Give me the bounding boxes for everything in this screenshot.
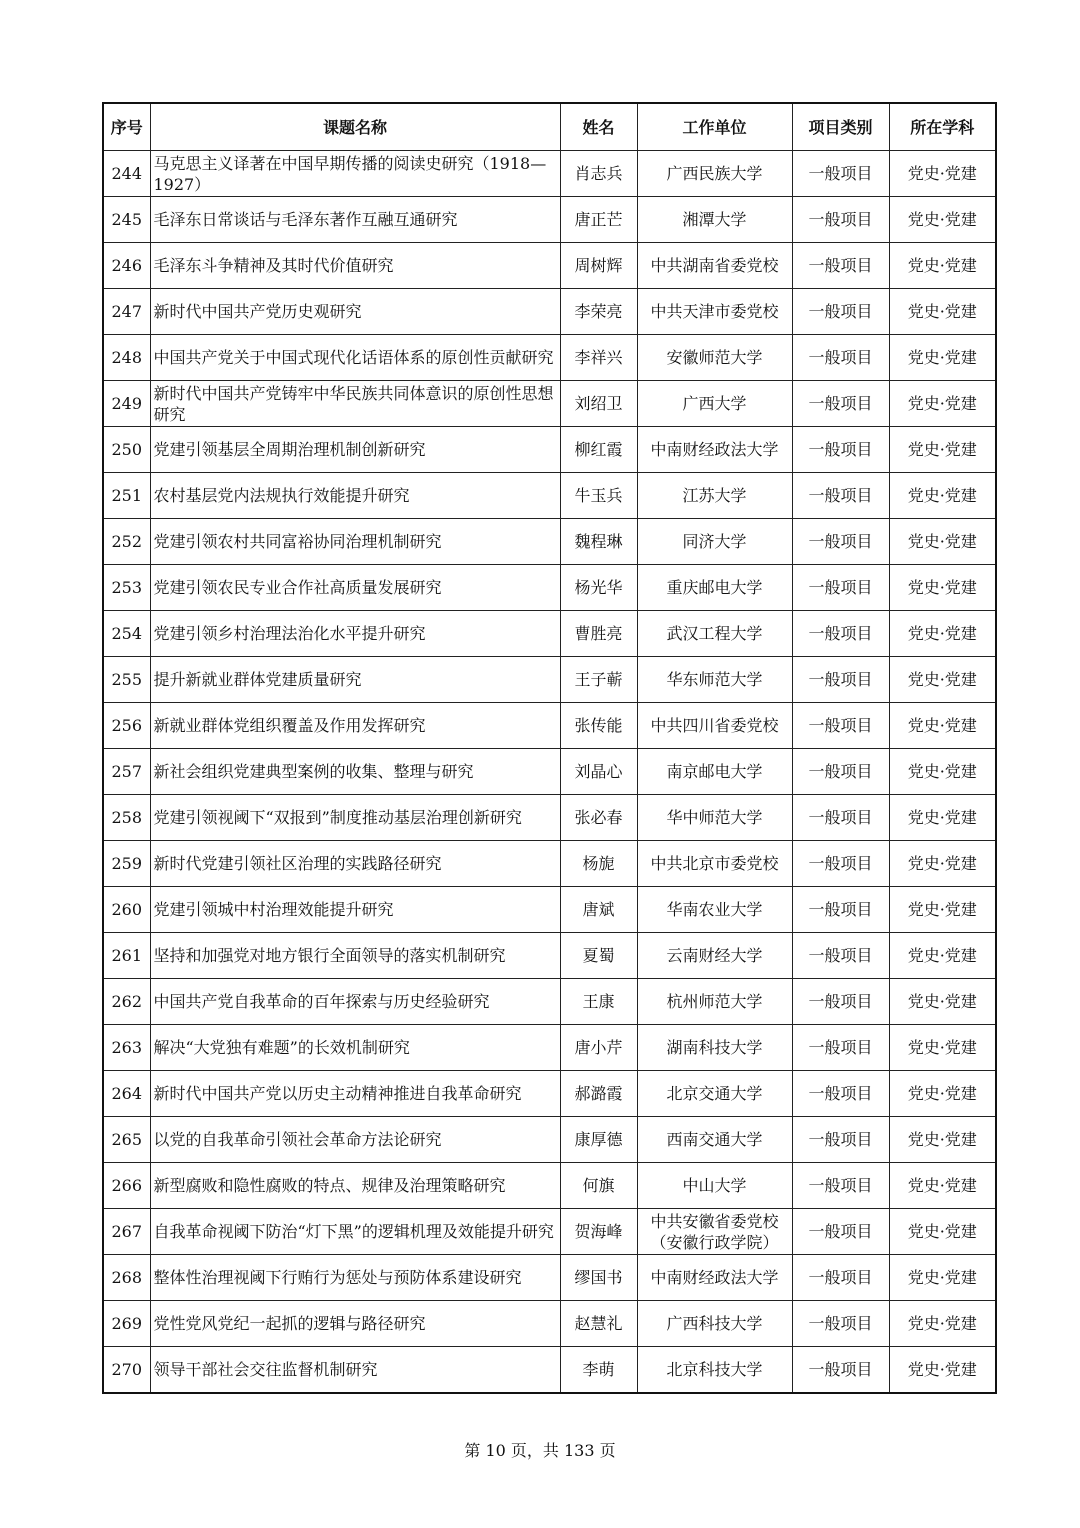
cell-unit: 中共四川省委党校 [637, 703, 792, 749]
cell-unit: 湘潭大学 [637, 197, 792, 243]
cell-unit: 云南财经大学 [637, 933, 792, 979]
cell-field: 党史·党建 [889, 473, 996, 519]
cell-serial: 250 [103, 427, 150, 473]
table-row [103, 473, 996, 519]
table-row [103, 519, 996, 565]
cell-title: 毛泽东日常谈话与毛泽东著作互融互通研究 [150, 197, 560, 243]
cell-type: 一般项目 [792, 933, 889, 979]
cell-field: 党史·党建 [889, 1347, 996, 1394]
cell-type: 一般项目 [792, 657, 889, 703]
cell-type: 一般项目 [792, 427, 889, 473]
cell-name: 唐小芹 [560, 1025, 637, 1071]
page-footer: 第 10 页，共 133 页 [464, 1441, 616, 1460]
project-table [102, 102, 997, 1394]
cell-title: 党建引领视阈下“双报到”制度推动基层治理创新研究 [150, 795, 560, 841]
cell-serial: 268 [103, 1255, 150, 1301]
cell-title: 党建引领农民专业合作社高质量发展研究 [150, 565, 560, 611]
header-field: 所在学科 [889, 103, 996, 151]
cell-field: 党史·党建 [889, 933, 996, 979]
cell-title: 新时代中国共产党历史观研究 [150, 289, 560, 335]
cell-type: 一般项目 [792, 335, 889, 381]
cell-unit: 中共北京市委党校 [637, 841, 792, 887]
cell-name: 李萌 [560, 1347, 637, 1394]
cell-field: 党史·党建 [889, 243, 996, 289]
cell-title: 农村基层党内法规执行效能提升研究 [150, 473, 560, 519]
cell-field: 党史·党建 [889, 795, 996, 841]
cell-field: 党史·党建 [889, 1209, 996, 1255]
cell-title: 整体性治理视阈下行贿行为惩处与预防体系建设研究 [150, 1255, 560, 1301]
cell-title: 党建引领乡村治理法治化水平提升研究 [150, 611, 560, 657]
cell-name: 王子蕲 [560, 657, 637, 703]
cell-serial: 262 [103, 979, 150, 1025]
table-row [103, 151, 996, 197]
cell-serial: 269 [103, 1301, 150, 1347]
cell-title: 毛泽东斗争精神及其时代价值研究 [150, 243, 560, 289]
cell-unit: 北京科技大学 [637, 1347, 792, 1394]
cell-serial: 267 [103, 1209, 150, 1255]
cell-title: 新时代党建引领社区治理的实践路径研究 [150, 841, 560, 887]
cell-name: 杨光华 [560, 565, 637, 611]
cell-type: 一般项目 [792, 565, 889, 611]
cell-serial: 251 [103, 473, 150, 519]
cell-title: 新时代中国共产党铸牢中华民族共同体意识的原创性思想研究 [150, 381, 560, 427]
cell-field: 党史·党建 [889, 703, 996, 749]
table-row [103, 1117, 996, 1163]
cell-name: 唐斌 [560, 887, 637, 933]
cell-name: 贺海峰 [560, 1209, 637, 1255]
cell-type: 一般项目 [792, 473, 889, 519]
cell-title: 以党的自我革命引领社会革命方法论研究 [150, 1117, 560, 1163]
cell-type: 一般项目 [792, 887, 889, 933]
table-row [103, 243, 996, 289]
cell-unit: 重庆邮电大学 [637, 565, 792, 611]
table-row [103, 1071, 996, 1117]
cell-serial: 260 [103, 887, 150, 933]
cell-unit: 中南财经政法大学 [637, 427, 792, 473]
cell-serial: 252 [103, 519, 150, 565]
cell-type: 一般项目 [792, 749, 889, 795]
cell-serial: 265 [103, 1117, 150, 1163]
cell-unit: 江苏大学 [637, 473, 792, 519]
table-header-row [103, 103, 996, 151]
cell-field: 党史·党建 [889, 1071, 996, 1117]
table-row [103, 887, 996, 933]
cell-serial: 261 [103, 933, 150, 979]
cell-name: 夏蜀 [560, 933, 637, 979]
cell-type: 一般项目 [792, 1347, 889, 1394]
cell-unit: 广西民族大学 [637, 151, 792, 197]
cell-title: 新型腐败和隐性腐败的特点、规律及治理策略研究 [150, 1163, 560, 1209]
cell-field: 党史·党建 [889, 289, 996, 335]
cell-unit: 广西大学 [637, 381, 792, 427]
cell-serial: 245 [103, 197, 150, 243]
cell-name: 缪国书 [560, 1255, 637, 1301]
table-row [103, 1255, 996, 1301]
cell-serial: 253 [103, 565, 150, 611]
table-row [103, 427, 996, 473]
cell-name: 康厚德 [560, 1117, 637, 1163]
cell-title: 领导干部社会交往监督机制研究 [150, 1347, 560, 1394]
cell-name: 魏程琳 [560, 519, 637, 565]
cell-type: 一般项目 [792, 197, 889, 243]
cell-serial: 255 [103, 657, 150, 703]
cell-name: 周树辉 [560, 243, 637, 289]
cell-name: 李荣亮 [560, 289, 637, 335]
cell-unit: 中南财经政法大学 [637, 1255, 792, 1301]
table-row [103, 703, 996, 749]
cell-field: 党史·党建 [889, 565, 996, 611]
cell-unit: 中共天津市委党校 [637, 289, 792, 335]
cell-title: 解决“大党独有难题”的长效机制研究 [150, 1025, 560, 1071]
table-row [103, 565, 996, 611]
cell-name: 牛玉兵 [560, 473, 637, 519]
cell-field: 党史·党建 [889, 381, 996, 427]
table-row [103, 795, 996, 841]
cell-unit: 广西科技大学 [637, 1301, 792, 1347]
cell-serial: 258 [103, 795, 150, 841]
table-row [103, 611, 996, 657]
table-row [103, 1209, 996, 1255]
cell-title: 坚持和加强党对地方银行全面领导的落实机制研究 [150, 933, 560, 979]
cell-serial: 256 [103, 703, 150, 749]
cell-name: 刘晶心 [560, 749, 637, 795]
cell-title: 新就业群体党组织覆盖及作用发挥研究 [150, 703, 560, 749]
cell-unit: 华东师范大学 [637, 657, 792, 703]
cell-name: 李祥兴 [560, 335, 637, 381]
cell-name: 张传能 [560, 703, 637, 749]
cell-field: 党史·党建 [889, 1117, 996, 1163]
cell-type: 一般项目 [792, 381, 889, 427]
table-row [103, 1163, 996, 1209]
cell-type: 一般项目 [792, 519, 889, 565]
cell-field: 党史·党建 [889, 841, 996, 887]
cell-type: 一般项目 [792, 1301, 889, 1347]
cell-unit: 同济大学 [637, 519, 792, 565]
cell-type: 一般项目 [792, 1255, 889, 1301]
cell-unit: 湖南科技大学 [637, 1025, 792, 1071]
cell-name: 何旗 [560, 1163, 637, 1209]
table-row [103, 841, 996, 887]
cell-name: 柳红霞 [560, 427, 637, 473]
table-row [103, 1025, 996, 1071]
cell-unit: 杭州师范大学 [637, 979, 792, 1025]
cell-field: 党史·党建 [889, 887, 996, 933]
cell-serial: 263 [103, 1025, 150, 1071]
cell-field: 党史·党建 [889, 1163, 996, 1209]
cell-unit: 北京交通大学 [637, 1071, 792, 1117]
cell-field: 党史·党建 [889, 749, 996, 795]
table-row [103, 933, 996, 979]
cell-field: 党史·党建 [889, 979, 996, 1025]
cell-field: 党史·党建 [889, 1025, 996, 1071]
cell-type: 一般项目 [792, 1209, 889, 1255]
cell-title: 新社会组织党建典型案例的收集、整理与研究 [150, 749, 560, 795]
cell-name: 肖志兵 [560, 151, 637, 197]
table-row [103, 749, 996, 795]
cell-name: 曹胜亮 [560, 611, 637, 657]
cell-serial: 246 [103, 243, 150, 289]
cell-serial: 259 [103, 841, 150, 887]
cell-type: 一般项目 [792, 841, 889, 887]
cell-field: 党史·党建 [889, 657, 996, 703]
cell-serial: 249 [103, 381, 150, 427]
cell-unit: 安徽师范大学 [637, 335, 792, 381]
table-row [103, 1301, 996, 1347]
cell-field: 党史·党建 [889, 335, 996, 381]
cell-serial: 266 [103, 1163, 150, 1209]
table-body [103, 151, 996, 1394]
header-type: 项目类别 [792, 103, 889, 151]
cell-title: 党性党风党纪一起抓的逻辑与路径研究 [150, 1301, 560, 1347]
cell-unit: 中山大学 [637, 1163, 792, 1209]
cell-field: 党史·党建 [889, 427, 996, 473]
header-serial: 序号 [103, 103, 150, 151]
cell-title: 党建引领基层全周期治理机制创新研究 [150, 427, 560, 473]
table-row [103, 335, 996, 381]
cell-serial: 254 [103, 611, 150, 657]
cell-field: 党史·党建 [889, 519, 996, 565]
cell-unit: 华中师范大学 [637, 795, 792, 841]
cell-serial: 257 [103, 749, 150, 795]
cell-type: 一般项目 [792, 795, 889, 841]
table-row [103, 289, 996, 335]
header-unit: 工作单位 [637, 103, 792, 151]
cell-type: 一般项目 [792, 289, 889, 335]
cell-name: 张必春 [560, 795, 637, 841]
cell-serial: 270 [103, 1347, 150, 1394]
header-title: 课题名称 [150, 103, 560, 151]
cell-field: 党史·党建 [889, 611, 996, 657]
cell-name: 王康 [560, 979, 637, 1025]
cell-serial: 264 [103, 1071, 150, 1117]
cell-serial: 248 [103, 335, 150, 381]
header-name: 姓名 [560, 103, 637, 151]
cell-unit: 中共安徽省委党校（安徽行政学院） [637, 1209, 792, 1255]
cell-type: 一般项目 [792, 1071, 889, 1117]
cell-unit: 南京邮电大学 [637, 749, 792, 795]
table-row [103, 979, 996, 1025]
table-row [103, 1347, 996, 1394]
cell-name: 杨旎 [560, 841, 637, 887]
cell-title: 马克思主义译著在中国早期传播的阅读史研究（1918—1927） [150, 151, 560, 197]
cell-type: 一般项目 [792, 611, 889, 657]
cell-type: 一般项目 [792, 1163, 889, 1209]
cell-title: 党建引领城中村治理效能提升研究 [150, 887, 560, 933]
cell-unit: 西南交通大学 [637, 1117, 792, 1163]
cell-name: 郝潞霞 [560, 1071, 637, 1117]
cell-serial: 247 [103, 289, 150, 335]
cell-unit: 武汉工程大学 [637, 611, 792, 657]
table-row [103, 197, 996, 243]
cell-title: 自我革命视阈下防治“灯下黑”的逻辑机理及效能提升研究 [150, 1209, 560, 1255]
cell-field: 党史·党建 [889, 197, 996, 243]
cell-name: 赵慧礼 [560, 1301, 637, 1347]
cell-type: 一般项目 [792, 1025, 889, 1071]
cell-serial: 244 [103, 151, 150, 197]
cell-title: 提升新就业群体党建质量研究 [150, 657, 560, 703]
cell-type: 一般项目 [792, 703, 889, 749]
cell-name: 唐正芒 [560, 197, 637, 243]
cell-title: 中国共产党关于中国式现代化话语体系的原创性贡献研究 [150, 335, 560, 381]
cell-title: 新时代中国共产党以历史主动精神推进自我革命研究 [150, 1071, 560, 1117]
cell-type: 一般项目 [792, 1117, 889, 1163]
cell-title: 党建引领农村共同富裕协同治理机制研究 [150, 519, 560, 565]
project-table-container [102, 102, 995, 1394]
cell-unit: 中共湖南省委党校 [637, 243, 792, 289]
cell-name: 刘绍卫 [560, 381, 637, 427]
cell-field: 党史·党建 [889, 1255, 996, 1301]
cell-field: 党史·党建 [889, 1301, 996, 1347]
cell-type: 一般项目 [792, 243, 889, 289]
table-row [103, 657, 996, 703]
cell-title: 中国共产党自我革命的百年探索与历史经验研究 [150, 979, 560, 1025]
cell-unit: 华南农业大学 [637, 887, 792, 933]
table-row [103, 381, 996, 427]
cell-type: 一般项目 [792, 151, 889, 197]
cell-field: 党史·党建 [889, 151, 996, 197]
cell-type: 一般项目 [792, 979, 889, 1025]
